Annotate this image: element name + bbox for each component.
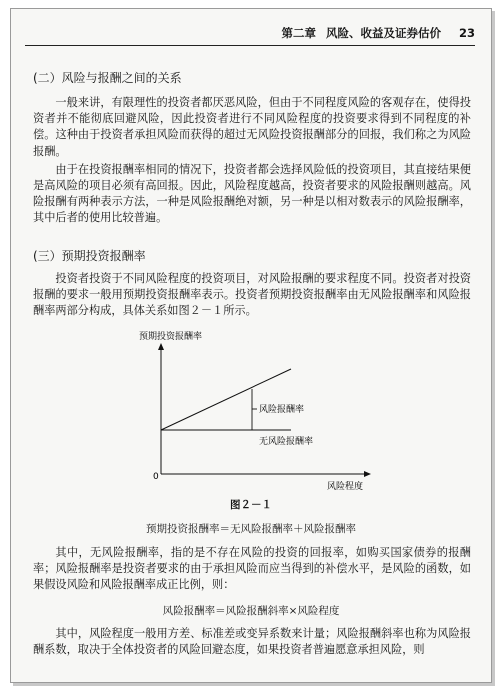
header-line [275,25,475,41]
section2-body [33,271,471,320]
formula-expected-return: 预期投资报酬率＝无风险报酬率＋风险报酬率 [146,523,356,535]
paragraph: 投资者投资于不同风险程度的投资项目，对风险报酬的要求程度不同。投资者对投资报酬的要求一般用预期投资报酬率表示。投资者预期投资报酬率由无风险报酬率和风险报酬率两部分构成，具体关系如图２－１所示。 [33,272,471,318]
book-page [10,8,492,683]
origin-label: 0 [153,472,159,482]
figure-caption: 图２－１ [230,499,272,511]
risk-return-diagram [131,327,381,502]
x-axis-label: 风险程度 [327,482,364,492]
expected-return-line [161,369,291,430]
risk-free-label: 无风险报酬率 [259,437,314,447]
x-axis-arrow-icon [364,471,371,477]
paragraph: 其中，风险程度一般用方差、标准差或变异系数来计量；风险报酬斜率也称为风险报酬系数，取决于全体投资者的风险回避态度，如果投资者普遍愿意承担风险，则 [33,627,471,657]
section-heading-expected-return: (三）预期投资报酬率 [33,249,146,263]
section1-body [33,95,471,227]
paragraph: 一般来讲，有限理性的投资者都厌恶风险，但由于不同程度风险的客观存在，使得投资者并不能彻底回避风险，因此投资者进行不同风险程度的投资要求得到不同程度的补偿。这种由于投资者承担风险而获得的超过无风险投资报酬部分的回报，我们称之为风险报酬。 [33,96,471,158]
explanation-paragraph [33,545,471,594]
y-axis-label: 预期投资报酬率 [139,332,203,342]
explanation-paragraph-2 [33,626,471,658]
risk-premium-label: 风险报酬率 [259,405,305,415]
running-header [25,23,475,46]
page-number: 23 [458,26,475,40]
y-axis-arrow-icon [158,343,164,350]
paragraph: 其中，无风险报酬率，指的是不存在风险的投资的回报率，如购买国家债券的报酬率；风险报酬率是投资者要求的由于承担风险而应当得到的补偿水平，是风险的函数，如果假设风险和风险报酬率成正比例，则： [33,546,471,592]
formula-risk-premium: 风险报酬率＝风险报酬斜率×风险程度 [162,605,340,617]
paragraph: 由于在投资报酬率相同的情况下，投资者都会选择风险低的投资项目，其直接结果便是高风险的项目必须有高回报。因此，风险程度越高，投资者要求的风险报酬则越高。风险报酬有两种表示方法，一种是风险报酬绝对额，另一种是以相对数表示的风险报酬率，其中后者的使用比较普遍。 [33,162,471,225]
chapter-title: 风险、收益及证券估价 [325,26,441,40]
section-heading-risk-return: (二）风险与报酬之间的关系 [33,71,182,85]
chapter-label: 第二章 [281,26,316,40]
